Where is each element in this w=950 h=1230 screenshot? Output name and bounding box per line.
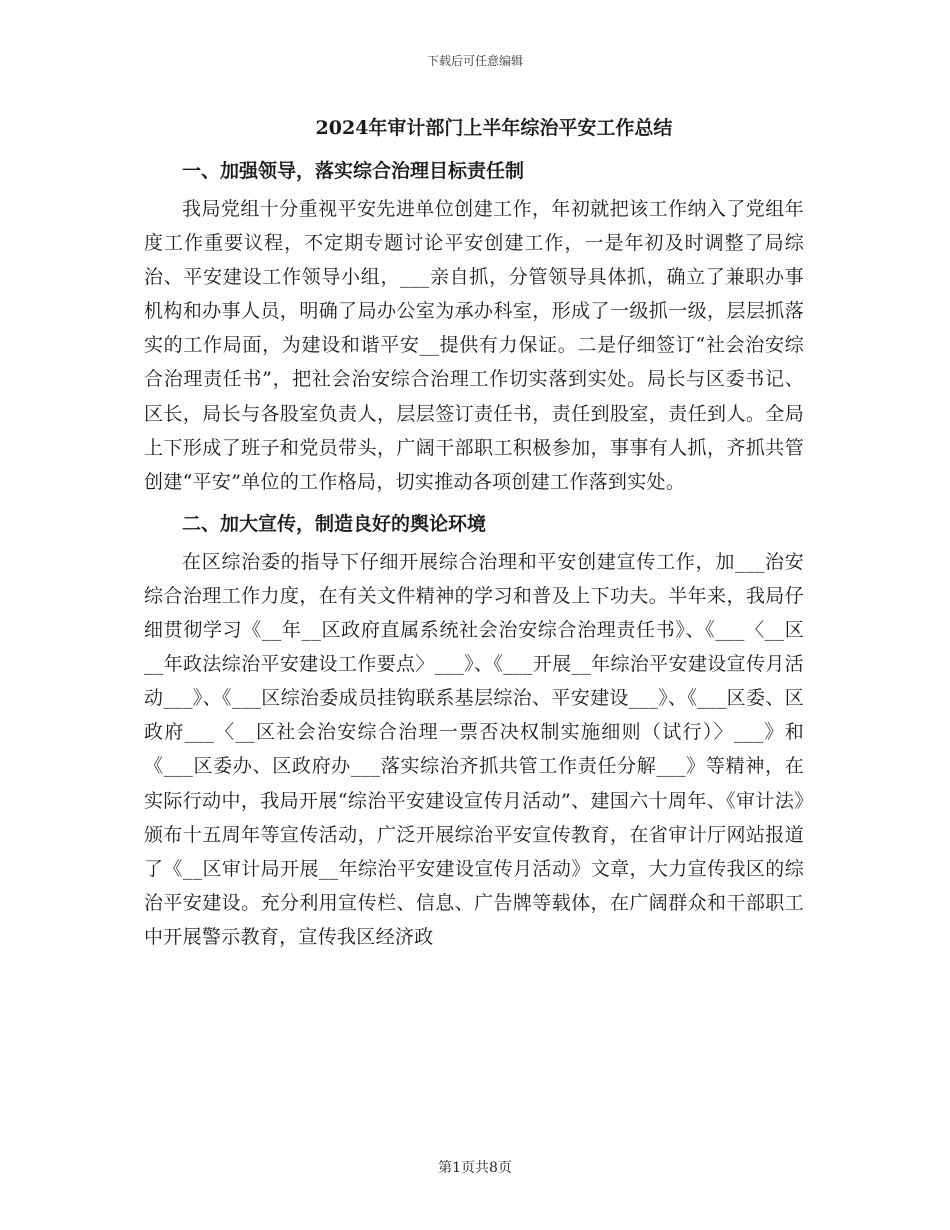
document-title: 2024年审计部门上半年综治平安工作总结 [315,117,673,139]
section-heading-1: 一、加强领导，落实综合治理目标责任制 [182,160,525,182]
section-paragraph-2: 在区综治委的指导下仔细开展综合治理和平安创建宣传工作，加___治安综合治理工作力度，在有关文件精神的学习和普及上下功夫。半年来，我局仔细贯彻学习《__年__区政府直属系统社会治安综合治理责任书》、《___〈__区__年政法综治平安建设工作要点〉___》、《___开展__年综治平安建设宣传月活动___》、《___区综治委成员挂钩联系基层综治、平安建设___》、《___区委、区政府___〈__区社会治安综合治理一票否决权制实施细则（试行）〉___》和《___区委办、区政府办___落实综治齐抓共管工作责任分解___》等精神，在实际行动中，我局开展“综治平安建设宣传月活动”、建国六十周年、《审计法》颁布十五周年等宣传活动，广泛开展综治平安宣传教育，在省审计厅网站报道了《__区审计局开展__年综治平安建设宣传月活动》文章，大力宣传我区的综治平安建设。充分利用宣传栏、信息、广告牌等载体，在广阔群众和干部职工中开展警示教育，宣传我区经济政 [144,550,804,948]
document-body [144,112,804,954]
section-paragraph-1: 我局党组十分重视平安先进单位创建工作，年初就把该工作纳入了党组年度工作重要议程，不定期专题讨论平安创建工作，一是年初及时调整了局综治、平安建设工作领导小组，___亲自抓，分管领导具体抓，确立了兼职办事机构和办事人员，明确了局办公室为承办科室，形成了一级抓一级，层层抓落实的工作局面，为建设和谐平安__提供有力保证。二是仔细签订“社会治安综合治理责任书”，把社会治安综合治理工作切实落到实处。局长与区委书记、区长，局长与各股室负责人，层层签订责任书，责任到股室，责任到人。全局上下形成了班子和党员带头，广阔干部职工积极参加，事事有人抓，齐抓共管创建“平安”单位的工作格局，切实推动各项创建工作落到实处。 [144,198,804,493]
page-footer: 第1页共8页 [438,1160,512,1176]
section-heading-2: 二、加大宣传，制造良好的舆论环境 [182,512,487,535]
header-note: 下载后可任意编辑 [426,54,523,68]
